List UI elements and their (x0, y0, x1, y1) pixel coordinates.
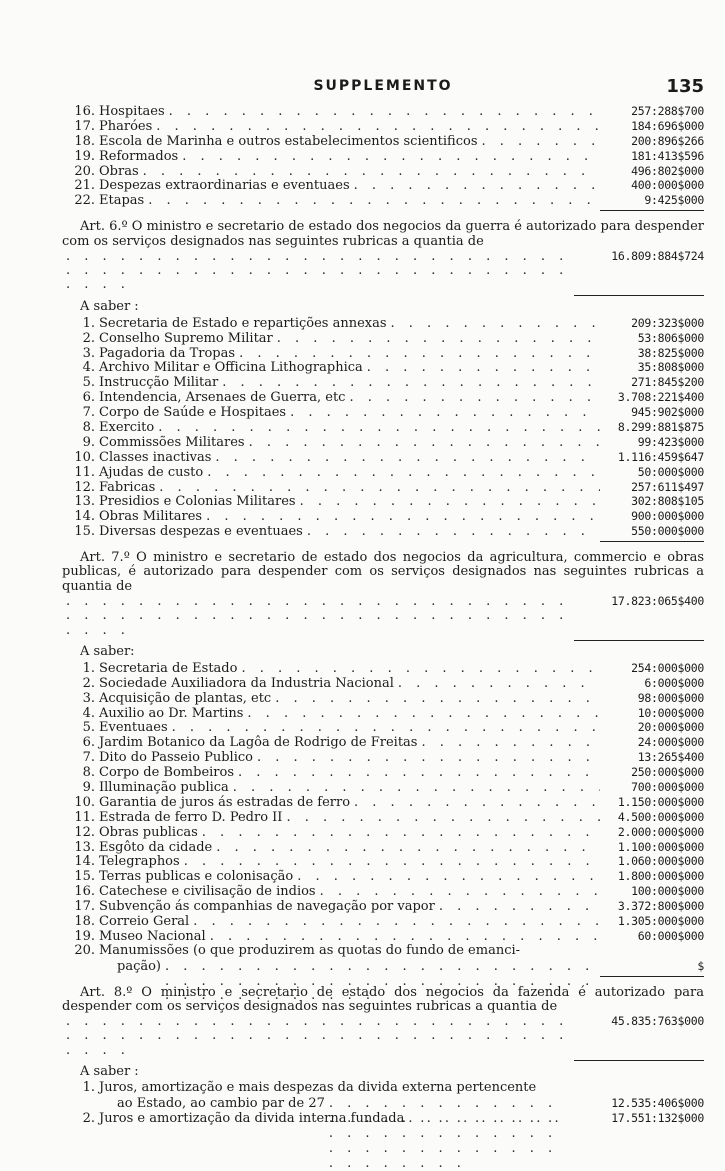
item-amount: 53:806$000 (637, 330, 704, 345)
leader-dots (154, 421, 600, 436)
item-number: 16. (74, 884, 95, 900)
list-item (62, 480, 704, 495)
item-number: 19. (74, 928, 95, 944)
item-number: 7. (82, 750, 95, 766)
leader-dots (165, 105, 600, 120)
item-number: 13. (74, 494, 95, 510)
item-label: Eventuaes (99, 720, 168, 736)
item-label: Telegraphos (99, 854, 180, 870)
item-amount: 60:000$000 (637, 928, 704, 943)
list-item (62, 164, 704, 179)
item-number: 8. (82, 765, 95, 781)
leader-dots (350, 179, 600, 194)
item-amount: 50:000$000 (637, 464, 704, 479)
item-amount: 254:000$000 (631, 660, 704, 675)
item-amount: 13:265$400 (637, 750, 704, 765)
item-number: 12. (74, 479, 95, 495)
item-number: 18. (74, 133, 95, 149)
item-label: Conselho Supremo Militar (99, 330, 273, 346)
a-saber-label: A saber : (80, 1064, 139, 1080)
list-item: 2. Juros e amortização da divida interna fundada . . . 17.551:132$000 (62, 1111, 704, 1126)
list-item (62, 178, 704, 193)
leader-dots (345, 391, 600, 406)
item-label: Intendencia, Arsenaes de Guerra, etc (99, 390, 346, 406)
item-amount: 945:902$000 (631, 405, 704, 420)
item-label: Dito do Passeio Publico (99, 750, 253, 766)
item-amount: 550:000$000 (631, 524, 704, 539)
list-item (62, 435, 704, 450)
article-6-total-line (62, 249, 704, 293)
total-rule (574, 640, 704, 641)
leader-dots (478, 135, 600, 150)
page-header (62, 78, 704, 100)
article-7-items (62, 661, 704, 944)
leader-dots (253, 751, 600, 766)
item-amount: 1.116:459$647 (617, 449, 704, 464)
item-number: 17. (74, 899, 95, 915)
item-number: 10. (74, 794, 95, 810)
list-item (62, 524, 704, 539)
article-7 (62, 551, 704, 976)
item-number: 15. (74, 869, 95, 885)
item-number: 16. (74, 104, 95, 119)
item-label: Commissões Militares (99, 434, 245, 450)
item-amount: 257:288$700 (631, 104, 704, 118)
item-amount: 1.100:000$000 (617, 839, 704, 854)
list-item (62, 795, 704, 810)
list-item (62, 360, 704, 375)
list-item (62, 331, 704, 346)
item-amount: 99:423$000 (637, 434, 704, 449)
leader-dots (273, 332, 600, 347)
leader-dots (155, 481, 600, 496)
item-amount: 10:000$000 (637, 705, 704, 720)
leader-dots (144, 194, 600, 209)
leader-dots (350, 796, 600, 811)
item-label: Reformados (99, 148, 179, 164)
item-number: 8. (82, 419, 95, 435)
item-label: Diversas despezas e eventuaes (99, 524, 303, 540)
item-amount: 1.800:000$000 (617, 869, 704, 884)
leader-dots (218, 376, 600, 391)
item-number: 2. (82, 675, 95, 691)
item-label: Sociedade Auxiliadora da Industria Nacional (99, 675, 394, 691)
item-label: Subvenção ás companhias de navegação por vapor (99, 899, 435, 915)
leader-dots (152, 120, 600, 135)
list-item (62, 706, 704, 721)
item-amount: 3.372:800$000 (617, 899, 704, 914)
article-8-text: Art. 8.º O ministro e secretario de estado dos negocios da fazenda é autorizado para despender com os serviços designados nas seguintes rubricas a quantia de (62, 984, 704, 1014)
item-label: Terras publicas e colonisação (99, 869, 294, 885)
list-item (62, 509, 704, 524)
leader-dots (417, 736, 600, 751)
item-amount: 2.000:000$000 (617, 824, 704, 839)
article-6-total: 16.809:884$724 (611, 248, 704, 263)
leader-dots (237, 662, 600, 677)
item-amount: 9:425$000 (644, 193, 704, 208)
list-item (62, 735, 704, 750)
item-label: Exercito (99, 419, 155, 435)
leader-dots (203, 466, 600, 481)
item-number: 3. (82, 345, 95, 361)
list-item: 1. Juros, amortização e mais despezas da divida externa pertencente (82, 1080, 537, 1096)
page-number: 135 (666, 76, 704, 97)
list-item (62, 316, 704, 331)
item-amount: 1.305:000$000 (617, 914, 704, 928)
list-item-continuation: ao Estado, ao cambio par de 27 . . . 12.535:406$000 (62, 1096, 704, 1111)
item-number: 4. (82, 705, 95, 721)
item-number: 14. (74, 509, 95, 525)
item-label: Hospitaes (99, 104, 165, 119)
article-6-items (62, 316, 704, 539)
item-number: 13. (74, 839, 95, 855)
item-label: Escola de Marinha e outros estabelecimentos scientificos (99, 133, 478, 149)
item-number: 17. (74, 118, 95, 134)
leader-dots (178, 150, 600, 165)
item-label: Illuminação publica (99, 779, 229, 795)
item-label: Jardim Botanico da Lagôa de Rodrigo de Freitas (99, 735, 418, 751)
item-number: 22. (74, 193, 95, 209)
item-label: Auxilio ao Dr. Martins (99, 705, 244, 721)
leader-dots (435, 900, 600, 915)
item-number: 21. (74, 178, 95, 194)
list-item (62, 720, 704, 735)
item-number: 9. (82, 779, 95, 795)
list-item (62, 405, 704, 420)
list-item (62, 346, 704, 361)
leader-dots (212, 841, 600, 856)
leader-dots (363, 361, 600, 376)
list-item (62, 914, 704, 929)
leader-dots (243, 707, 600, 722)
leader-dots (202, 510, 600, 525)
article-8-total-line (62, 1014, 704, 1058)
list-item (62, 825, 704, 840)
list-item (62, 691, 704, 706)
list-item (62, 420, 704, 435)
item-amount: 38:825$000 (637, 345, 704, 360)
item-number: 15. (74, 524, 95, 540)
item-amount: 17.551:132$000 (611, 1110, 704, 1125)
item-number: 1. (82, 660, 95, 676)
leader-dots (211, 451, 600, 466)
list-item (62, 450, 704, 465)
item-number: 18. (74, 914, 95, 929)
item-amount: 496:802$000 (631, 163, 704, 178)
item-amount: 12.535:406$000 (611, 1095, 704, 1110)
item-label: Archivo Militar e Officina Lithographica (99, 360, 363, 376)
list-item (62, 780, 704, 795)
list-item-continuation: pação) . . . $ (62, 959, 704, 974)
item-label: Secretaria de Estado e repartições annexas (99, 315, 387, 331)
item-number: 1. (82, 315, 95, 331)
leader-dots (234, 766, 600, 781)
item-amount: 24:000$000 (637, 735, 704, 750)
leader-dots (271, 692, 600, 707)
item-amount: 400:000$000 (631, 178, 704, 193)
item-number: 4. (82, 360, 95, 376)
item-amount: 4.500:000$000 (617, 809, 704, 824)
item-number: 12. (74, 824, 95, 840)
leader-dots (139, 165, 600, 180)
list-item (62, 765, 704, 780)
item-label: Ajudas de custo (99, 464, 204, 480)
item-amount: 250:000$000 (631, 765, 704, 780)
list-item (62, 661, 704, 676)
list-item (62, 465, 704, 480)
item-number: 14. (74, 854, 95, 870)
item-amount: 3.708:221$400 (617, 390, 704, 405)
article-7-total: 17.823:065$400 (611, 593, 704, 608)
item-amount: 100:000$000 (631, 884, 704, 899)
list-item (62, 929, 704, 944)
leader-dots (325, 1097, 574, 1171)
item-number: 10. (74, 449, 95, 465)
continuation-list (62, 104, 704, 208)
item-label: Estrada de ferro D. Pedro II (99, 809, 283, 825)
item-amount: 8.299:881$875 (617, 419, 704, 434)
item-number: 19. (74, 148, 95, 164)
list-item (62, 899, 704, 914)
item-number: 20. (74, 163, 95, 179)
article-8-total: 45.835:763$000 (611, 1014, 704, 1029)
leader-dots (316, 885, 600, 900)
item-label: Acquisição de plantas, etc (99, 690, 272, 706)
total-rule (600, 210, 704, 211)
leader-dots (404, 1112, 574, 1127)
list-item (62, 676, 704, 691)
leader-dots (62, 1015, 574, 1058)
item-amount: 6:000$000 (644, 675, 704, 690)
item-amount: 35:808$000 (637, 360, 704, 375)
item-label: Obras publicas (99, 824, 198, 840)
leader-dots (189, 915, 600, 930)
item-amount: 1.150:000$000 (617, 794, 704, 809)
item-amount: 302:808$105 (631, 494, 704, 509)
item-number: 9. (82, 434, 95, 450)
item-label: Museo Nacional (99, 928, 206, 944)
leader-dots (168, 721, 600, 736)
list-item (62, 134, 704, 149)
item-label: Pharóes (99, 118, 153, 134)
list-item (62, 104, 704, 119)
item-number: 5. (82, 375, 95, 391)
item-label: Presidios e Colonias Militares (99, 494, 296, 510)
leader-dots (245, 436, 600, 451)
total-rule (574, 1060, 704, 1061)
item-amount: 1.060:000$000 (617, 854, 704, 869)
item-amount: 900:000$000 (631, 509, 704, 524)
a-saber-label: A saber: (80, 643, 135, 659)
leader-dots (387, 317, 600, 332)
item-label: Secretaria de Estado (99, 660, 238, 676)
list-item (62, 494, 704, 509)
list-item (62, 149, 704, 164)
leader-dots (235, 347, 600, 362)
item-amount: 184:696$000 (631, 118, 704, 133)
item-number: 11. (74, 464, 95, 480)
total-rule (600, 976, 704, 977)
item-number: 6. (82, 735, 95, 751)
item-amount: 209:323$000 (631, 315, 704, 330)
item-number: 3. (82, 690, 95, 706)
item-label: Garantia de juros ás estradas de ferro (99, 794, 351, 810)
leader-dots (62, 595, 574, 638)
leader-dots (394, 677, 600, 692)
item-amount: 700:000$000 (631, 779, 704, 794)
leader-dots (229, 781, 600, 796)
item-amount: $ (697, 958, 704, 973)
article-6-text: Art. 6.º O ministro e secretario de estado dos negocios da guerra é autorizado para despender com os serviços designados nas seguintes rubricas a quantia de (62, 219, 704, 249)
item-amount: 257:611$497 (631, 479, 704, 494)
leader-dots (296, 495, 600, 510)
item-label: Correio Geral (99, 914, 190, 929)
leader-dots (198, 826, 600, 841)
leader-dots (180, 855, 600, 870)
list-item (62, 869, 704, 884)
list-item (62, 375, 704, 390)
item-label: Etapas (99, 193, 145, 209)
item-label: Pagadoria da Tropas (99, 345, 236, 361)
list-item (62, 750, 704, 765)
item-amount: 20:000$000 (637, 720, 704, 735)
leader-dots (303, 525, 600, 540)
list-item (62, 119, 704, 134)
list-item (62, 840, 704, 855)
item-label: Instrucção Militar (99, 375, 219, 391)
article-7-total-line (62, 594, 704, 638)
item-amount: 181:413$596 (631, 148, 704, 163)
item-number: 7. (82, 405, 95, 421)
item-amount: 271:845$200 (631, 375, 704, 390)
total-rule (600, 541, 704, 542)
item-label: Corpo de Saúde e Hospitaes (99, 405, 287, 421)
list-item (62, 854, 704, 869)
list-item (62, 390, 704, 405)
article-6 (62, 220, 704, 542)
leader-dots (62, 250, 574, 293)
item-number: 11. (74, 809, 95, 825)
article-8 (62, 986, 704, 1126)
article-7-text: Art. 7.º O ministro e secretario de estado dos negocios da agricultura, commercio e obras publicas, é autorizado para despender com os serviços designados nas seguintes rubricas a quantia de (62, 550, 704, 594)
item-label: Fabricas (99, 479, 156, 495)
leader-dots (282, 811, 600, 826)
list-item (62, 884, 704, 899)
item-label: Despezas extraordinarias e eventuaes (99, 178, 350, 194)
item-number: 6. (82, 390, 95, 406)
list-item: 20. Manumissões (o que produzirem as quotas do fundo de emanci- (74, 942, 521, 958)
item-label: Esgôto da cidade (99, 839, 213, 855)
item-amount: 200:896$266 (631, 133, 704, 148)
item-label: Obras Militares (99, 509, 203, 525)
item-number: 2. (82, 330, 95, 346)
list-item (62, 810, 704, 825)
leader-dots (293, 870, 600, 885)
list-item (62, 193, 704, 208)
item-label: Catechese e civilisação de indios (99, 884, 316, 900)
item-label: Corpo de Bombeiros (99, 765, 235, 781)
document-page (62, 78, 704, 1126)
item-amount: 98:000$000 (637, 690, 704, 705)
running-title: SUPPLEMENTO (313, 78, 453, 94)
a-saber-label: A saber : (80, 298, 139, 314)
item-label: Obras (99, 163, 139, 179)
item-number: 5. (82, 720, 95, 736)
leader-dots (286, 406, 600, 421)
item-label: Classes inactivas (99, 449, 212, 465)
total-rule (574, 295, 704, 296)
